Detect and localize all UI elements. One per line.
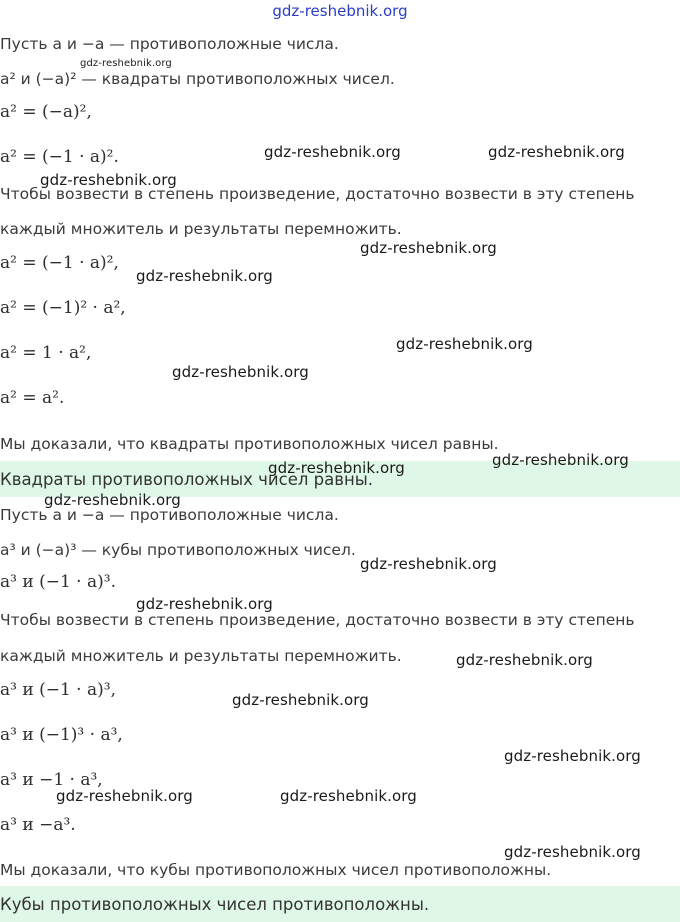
watermark: gdz-reshebnik.org	[360, 555, 497, 573]
section2-eq-2: a³ и (−1)³ · a³,	[0, 725, 123, 745]
section1-eq-6: a² = a².	[0, 388, 65, 408]
section1-eq-3: a² = (−1 · a)²,	[0, 253, 119, 273]
section2-eq-4: a³ и −a³.	[0, 815, 76, 835]
watermark: gdz-reshebnik.org	[504, 747, 641, 765]
watermark-header: gdz-reshebnik.org	[272, 2, 408, 20]
watermark: gdz-reshebnik.org	[40, 171, 177, 189]
section1-eq-4: a² = (−1)² · a²,	[0, 298, 126, 318]
section1-rule-line-2: каждый множитель и результаты перемножить.	[0, 220, 402, 238]
section1-rule-line-1: Чтобы возвести в степень произведение, достаточно возвести в эту степень	[0, 185, 635, 203]
section2-eq-3: a³ и −1 · a³,	[0, 770, 103, 790]
section2-rule-line-2: каждый множитель и результаты перемножить.	[0, 647, 402, 665]
watermark: gdz-reshebnik.org	[396, 335, 533, 353]
section1-eq-1: a² = (−a)²,	[0, 102, 92, 122]
watermark: gdz-reshebnik.org	[488, 143, 625, 161]
section1-conclusion: Квадраты противоположных чисел равны.	[0, 470, 374, 489]
section2-conclusion-box	[0, 886, 680, 922]
section2-rule-line-1: Чтобы возвести в степень произведение, достаточно возвести в эту степень	[0, 611, 635, 629]
watermark: gdz-reshebnik.org	[232, 691, 369, 709]
watermark: gdz-reshebnik.org	[172, 363, 309, 381]
watermark: gdz-reshebnik.org	[80, 58, 172, 69]
section1-squares-statement: a² и (−a)² — квадраты противоположных чисел.	[0, 70, 395, 88]
watermark: gdz-reshebnik.org	[44, 491, 181, 509]
section2-proof: Мы доказали, что кубы противоположных чисел противоположны.	[0, 861, 552, 879]
section2-conclusion: Кубы противоположных чисел противоположны.	[0, 895, 430, 914]
section2-expr-1: a³ и (−1 · a)³.	[0, 572, 116, 592]
watermark: gdz-reshebnik.org	[268, 459, 405, 477]
watermark: gdz-reshebnik.org	[280, 787, 417, 805]
watermark: gdz-reshebnik.org	[456, 651, 593, 669]
section1-intro: Пусть a и −a — противоположные числа.	[0, 35, 339, 53]
watermark: gdz-reshebnik.org	[136, 267, 273, 285]
watermark: gdz-reshebnik.org	[56, 787, 193, 805]
section2-cubes-statement: a³ и (−a)³ — кубы противоположных чисел.	[0, 541, 356, 559]
section1-eq-5: a² = 1 · a²,	[0, 343, 92, 363]
section2-eq-1: a³ и (−1 · a)³,	[0, 680, 116, 700]
section2-intro: Пусть a и −a — противоположные числа.	[0, 506, 339, 524]
watermark: gdz-reshebnik.org	[492, 451, 629, 469]
watermark: gdz-reshebnik.org	[264, 143, 401, 161]
section1-eq-2: a² = (−1 · a)².	[0, 147, 119, 167]
watermark: gdz-reshebnik.org	[360, 239, 497, 257]
watermark: gdz-reshebnik.org	[136, 595, 273, 613]
watermark: gdz-reshebnik.org	[504, 843, 641, 861]
section1-proof: Мы доказали, что квадраты противоположных чисел равны.	[0, 435, 499, 453]
